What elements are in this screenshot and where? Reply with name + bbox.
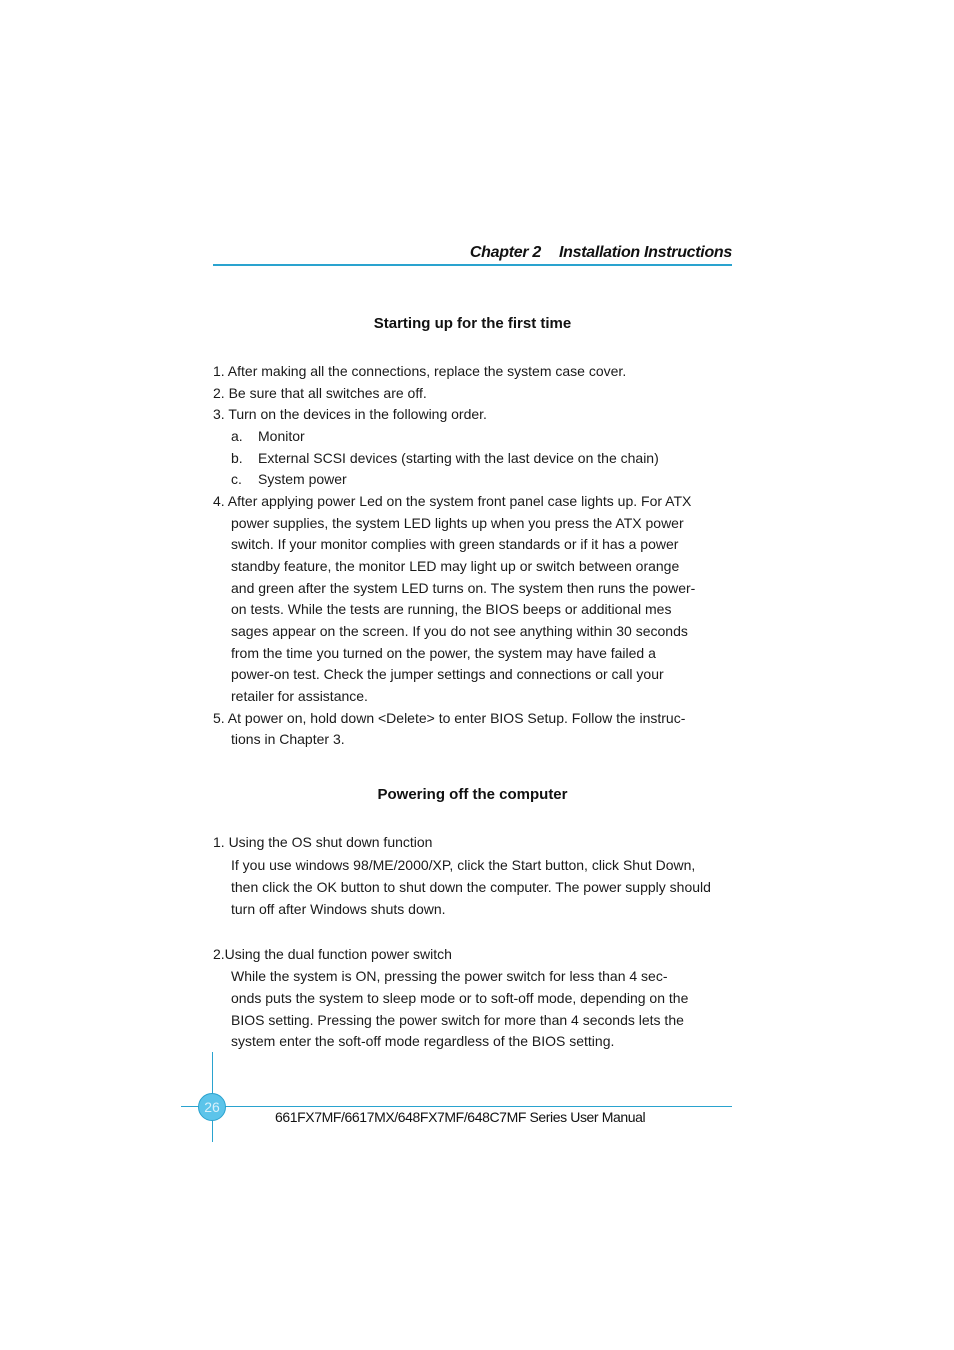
page-number-badge: 26 (198, 1093, 226, 1121)
sub-item-marker: b. (231, 450, 243, 466)
sub-item-marker: c. (231, 471, 242, 487)
chapter-label: Chapter 2 (469, 244, 542, 261)
sub-item-text: External SCSI devices (starting with the last device on the chain) (258, 450, 659, 466)
paragraph-line: onds puts the system to sleep mode or to soft-off mode, depending on the (231, 990, 689, 1006)
list-item: 1. After making all the connections, replace the system case cover. (213, 363, 627, 379)
paragraph-line: from the time you turned on the power, the system may have failed a (231, 645, 656, 661)
section-title-power-off: Powering off the computer (377, 786, 568, 803)
paragraph-line: turn off after Windows shuts down. (231, 901, 446, 917)
footer-rule (181, 1106, 732, 1107)
list-item: 4. After applying power Led on the system front panel case lights up. For ATX (213, 493, 692, 509)
paragraph-line: power supplies, the system LED lights up when you press the ATX power (231, 515, 684, 531)
list-item: 5. At power on, hold down <Delete> to enter BIOS Setup. Follow the instruc- (213, 710, 686, 726)
list-item: 1. Using the OS shut down function (213, 834, 433, 850)
section-title-startup: Starting up for the first time (373, 315, 572, 332)
paragraph-line: BIOS setting. Pressing the power switch for more than 4 seconds lets the (231, 1012, 684, 1028)
paragraph-line: retailer for assistance. (231, 688, 368, 704)
footer-manual-title: 661FX7MF/6617MX/648FX7MF/648C7MF Series User Manual (275, 1109, 646, 1125)
list-item: 3. Turn on the devices in the following order. (213, 406, 487, 422)
paragraph-line: sages appear on the screen. If you do not see anything within 30 seconds (231, 623, 688, 639)
paragraph-line: power-on test. Check the jumper settings and connections or call your (231, 666, 664, 682)
paragraph-line: on tests. While the tests are running, the BIOS beeps or additional mes (231, 601, 672, 617)
paragraph-line: standby feature, the monitor LED may light up or switch between orange (231, 558, 680, 574)
paragraph-line: While the system is ON, pressing the power switch for less than 4 sec- (231, 968, 668, 984)
paragraph-line: If you use windows 98/ME/2000/XP, click the Start button, click Shut Down, (231, 857, 696, 873)
list-item: 2.Using the dual function power switch (213, 946, 452, 962)
chapter-header (213, 244, 732, 266)
chapter-title: Installation Instructions (559, 244, 732, 261)
paragraph-line: tions in Chapter 3. (231, 731, 345, 747)
paragraph-line: system enter the soft-off mode regardless of the BIOS setting. (231, 1033, 615, 1049)
sub-item-text: System power (258, 471, 347, 487)
paragraph-line: and green after the system LED turns on. The system then runs the power- (231, 580, 696, 596)
paragraph-line: switch. If your monitor complies with green standards or if it has a power (231, 536, 679, 552)
sub-item-marker: a. (231, 428, 243, 444)
paragraph-line: then click the OK button to shut down the computer. The power supply should (231, 879, 711, 895)
list-item: 2. Be sure that all switches are off. (213, 385, 427, 401)
sub-item-text: Monitor (258, 428, 305, 444)
